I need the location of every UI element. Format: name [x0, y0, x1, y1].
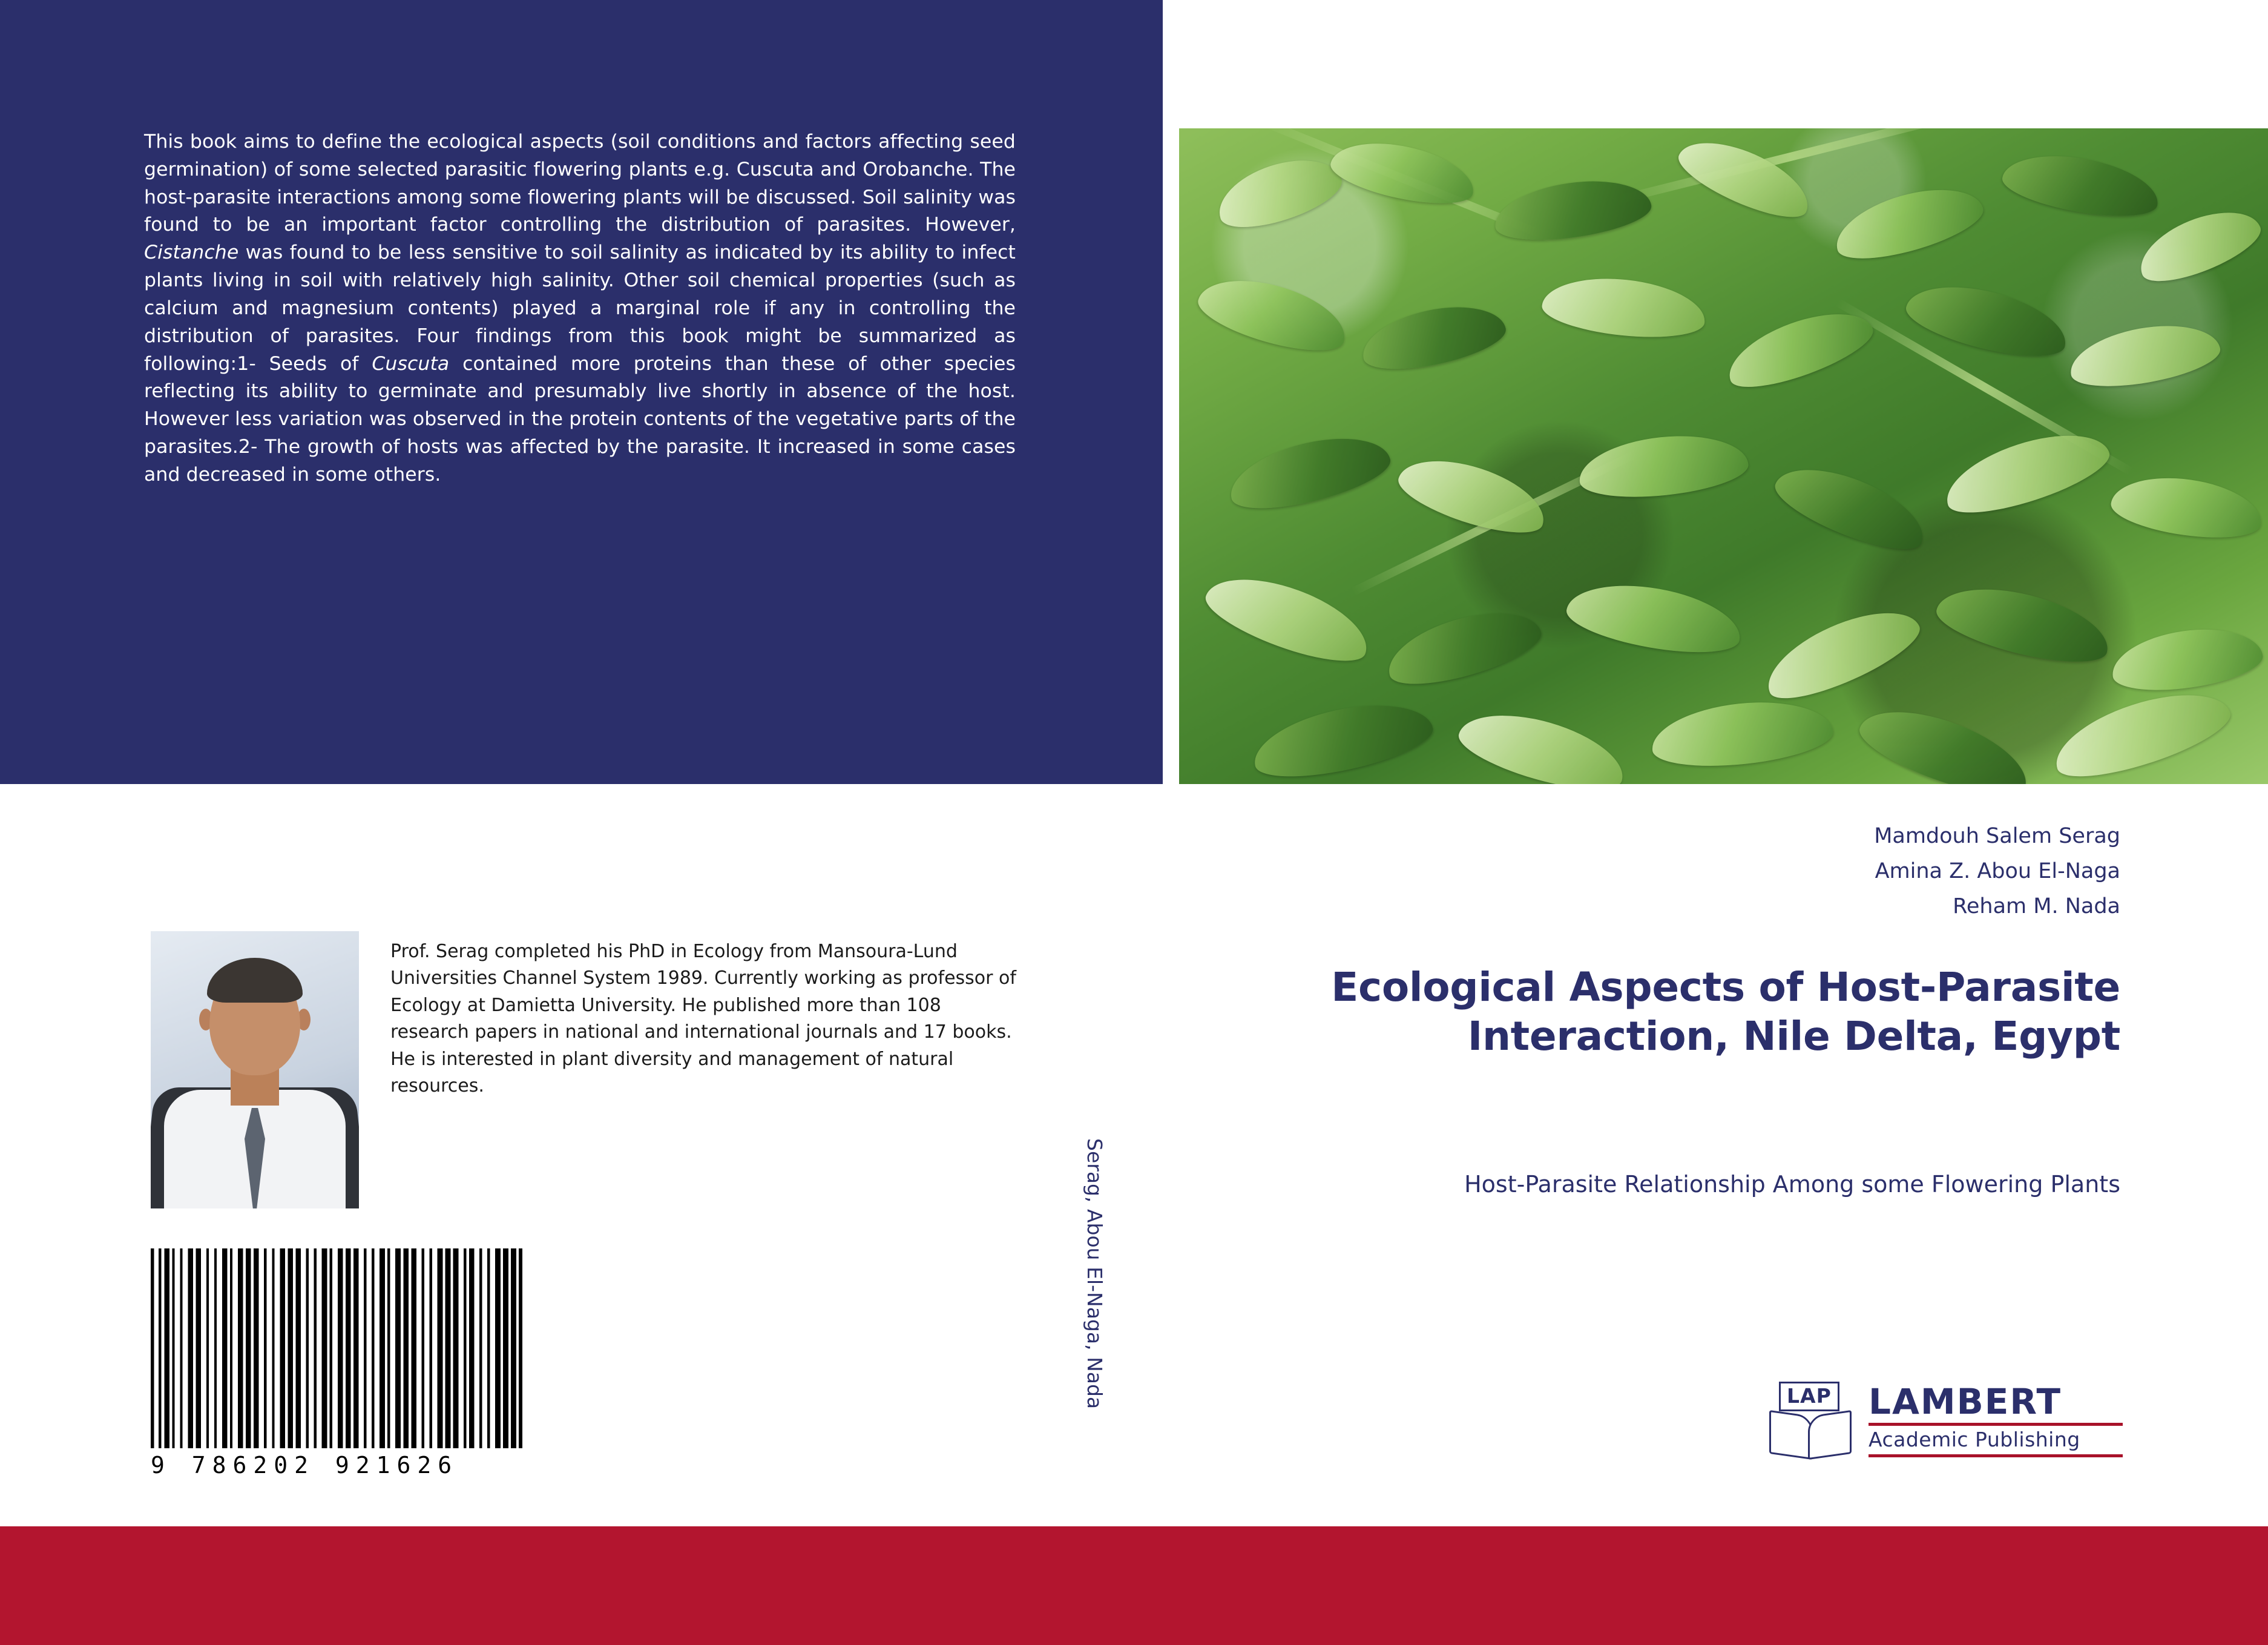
cover-photo-plants — [1179, 128, 2268, 784]
lap-monogram: LAP — [1779, 1382, 1839, 1411]
blurb-text-3: contained more proteins than these of other species reflecting its ability to germinate and presumably live shortly in absence of the host. However less variation was observed in the protein contents of the vegetative parts of the parasites.2- The growth of hosts was affected by the parasite. It increased in some cases and decreased in some others. — [144, 352, 1016, 486]
author-list — [1297, 819, 2120, 924]
publisher-rule-top — [1869, 1423, 2123, 1426]
publisher-text — [1869, 1381, 2123, 1461]
publisher-name: LAMBERT — [1869, 1381, 2062, 1422]
publisher-rule-bottom — [1869, 1454, 2123, 1457]
publisher-tagline: Academic Publishing — [1869, 1428, 2080, 1451]
book-pages-icon — [1768, 1409, 1853, 1457]
author-name: Reham M. Nada — [1953, 894, 2120, 919]
barcode-bars — [151, 1248, 526, 1448]
publisher-logo — [1766, 1373, 2129, 1470]
blurb-text-1: This book aims to define the ecological aspects (soil conditions and factors affecting seed germination) of some selected parasitic flowering plants e.g. Cuscuta and Orobanche. The host-parasite interactions among some flowering plants will be discussed. Soil salinity was found to be an important factor controlling the distribution of parasites. However, — [144, 131, 1016, 236]
blurb-italic-cuscuta: Cuscuta — [372, 352, 450, 375]
book-subtitle: Host-Parasite Relationship Among some Flowering Plants — [1464, 1171, 2120, 1198]
author-name: Mamdouh Salem Serag — [1874, 824, 2120, 848]
book-title: Ecological Aspects of Host-Parasite Interaction, Nile Delta, Egypt — [1331, 964, 2120, 1060]
barcode — [151, 1248, 526, 1479]
back-cover-panel — [0, 0, 1163, 784]
bottom-red-band — [0, 1526, 2268, 1645]
author-bio: Prof. Serag completed his PhD in Ecology from Mansoura-Lund Universities Channel System 1989. Currently working as professor of Ecology at Damietta University. He published more than 108 research papers in national and international journals and 17 books. He is interested in plant diversity and management of natural resources. — [390, 941, 1016, 1096]
barcode-number: 9 786202 921626 — [151, 1452, 459, 1479]
open-book-icon — [1766, 1378, 1856, 1463]
book-blurb — [144, 128, 1016, 489]
author-name: Amina Z. Abou El-Naga — [1875, 859, 2120, 884]
blurb-italic-cistanche: Cistanche — [144, 242, 239, 264]
author-portrait — [151, 931, 359, 1208]
blurb-text-2: was found to be less sensitive to soil salinity as indicated by its ability to infect plants living in soil with relatively high salinity. Other soil chemical properties (such as calcium and magnesium contents) played a marginal role if any in controlling the distribution of parasites. Four findings from this book might be summarized as following:1- Seeds of — [144, 242, 1016, 375]
spine-author-text: Serag, Abou El-Naga, Nada — [1083, 1138, 1106, 1409]
